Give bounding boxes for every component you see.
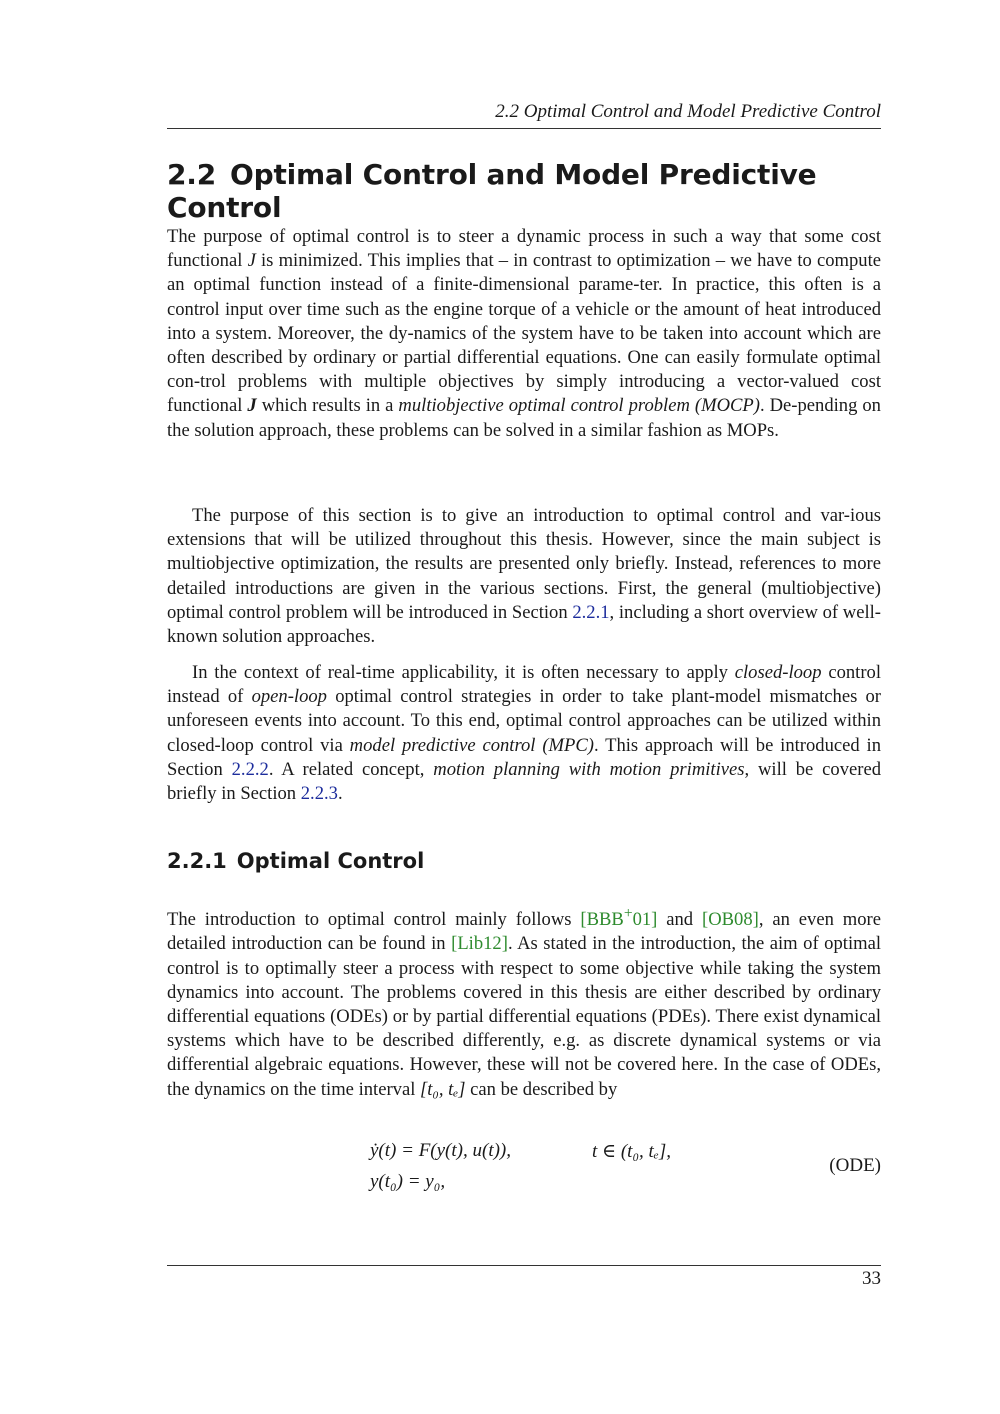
text-run: . (337, 783, 343, 805)
text-run: The purpose of optimal control is to steer a dynamic process in such a way that some cost functional (167, 226, 881, 272)
citation-ob08[interactable]: [OB08] (702, 909, 759, 931)
footer-rule (167, 1265, 881, 1266)
text-run: . This approach will be introduced in Section (167, 734, 881, 780)
subsection-heading (167, 849, 424, 873)
term-closed-loop: closed-​loop (734, 662, 822, 683)
equation-line-1-left: ẏ(t) = F(y(t), u(t)), (370, 1140, 511, 1161)
text-run: which results in a (256, 395, 399, 417)
section-link-2-2-2[interactable]: 2.2.2 (231, 758, 269, 780)
text-run: can be described by (465, 1078, 618, 1100)
math-symbol-J: J (247, 250, 256, 272)
ode-equation (167, 1137, 881, 1197)
equation-label: (ODE) (829, 1155, 881, 1176)
math-time-interval: [t₀, tₑ] (420, 1078, 466, 1100)
section-number: 2.2 (167, 158, 217, 191)
text-run: , including a short overview of well-known solution approaches. (167, 601, 881, 648)
citation-text: 01] (632, 909, 658, 931)
text-run: . De-​pending on the solution approach, these problems can be solved in a similar fashion as MOPs. (167, 395, 881, 441)
page-number: 33 (862, 1268, 881, 1289)
equation-line-1-right: t ∈ (t₀, tₑ], (592, 1141, 671, 1162)
subsection-number: 2.2.1 (167, 849, 227, 873)
text-run: . As stated in the introduction, the aim of optimal control is to optimally steer a process with respect to some objective while taking the system dynamics into account. The problems covered in this thesis are either described by ordinary differential equations (ODEs) or by partial differential equations (PDEs). There exist dynamical systems which have to be described differently, e.g. as discrete dynamical systems or via differential algebraic equations. However, these will not be covered here. In the case of ODEs, the dynamics on the time interval (167, 933, 881, 1100)
term-open-loop: open-loop (251, 686, 327, 708)
text-run: , will be covered briefly in Section (167, 758, 881, 805)
equation-line-2: y(t₀) = y₀, (370, 1171, 446, 1192)
section-link-2-2-1[interactable]: 2.2.1 (572, 601, 610, 623)
paragraph-purpose (167, 504, 881, 649)
term-mpc: model predictive control (MPC) (349, 734, 594, 756)
term-mocp: multiobjective optimal control problem (MOCP) (398, 395, 760, 417)
text-run: optimal control strategies in order to take plant-​model mismatches or unforeseen events into account. To this end, optimal control approaches can be utilized within closed-loop control via (167, 686, 882, 756)
section-title: Optimal Control and Model Predictive Control (167, 158, 817, 224)
term-motion-primitives: motion planning with motion primitives (433, 758, 745, 780)
citation-bbb01[interactable] (580, 905, 658, 931)
subsection-title: Optimal Control (236, 849, 425, 873)
running-header: 2.2 Optimal Control and Model Predictive Control (495, 101, 881, 122)
citation-lib12[interactable]: [Lib12] (451, 933, 508, 955)
section-heading (167, 158, 881, 224)
header-rule (167, 128, 881, 129)
text-run: and (657, 909, 702, 931)
text-run: . A related concept, (268, 758, 434, 780)
math-symbol-J-vector: J (247, 395, 257, 417)
text-run: The purpose of this section is to give an introduction to optimal control and var-​ious extensions that will be utilized throughout this thesis. However, since the main subject is multiobjective optimization, the results are presented only briefly. Instead, references to more detailed introductions are given in the various sections. First, the general (multiobjective) optimal control problem will be introduced in Section (167, 505, 881, 623)
text-run: is minimized. This implies that – in contrast to optimization – we have to compute an optimal function instead of a finite-dimensional parame-​ter. In practice, this often is a control input over time such as the engine torque of a vehicle or the amount of heat introduced into a system. Moreover, the dy-​namics of the system have to be taken into account which are often described by ordinary or partial differential equations. One can easily formulate optimal con-​trol problems with multiple objectives by simply introducing a vector-valued cost functional (167, 250, 882, 417)
text-run: control instead of (167, 662, 881, 708)
text-run: The introduction to optimal control mainly follows (167, 909, 581, 931)
citation-superscript: + (623, 905, 633, 922)
paragraph-optimal-control (167, 902, 881, 1102)
citation-text: [BBB (580, 909, 624, 931)
text-run: , an even more detailed introduction can be found in (167, 909, 881, 955)
paragraph-realtime (167, 661, 881, 806)
paragraph-intro (167, 225, 881, 443)
text-run: In the context of real-time applicability, it is often necessary to apply (192, 662, 735, 683)
section-link-2-2-3[interactable]: 2.2.3 (300, 783, 338, 805)
